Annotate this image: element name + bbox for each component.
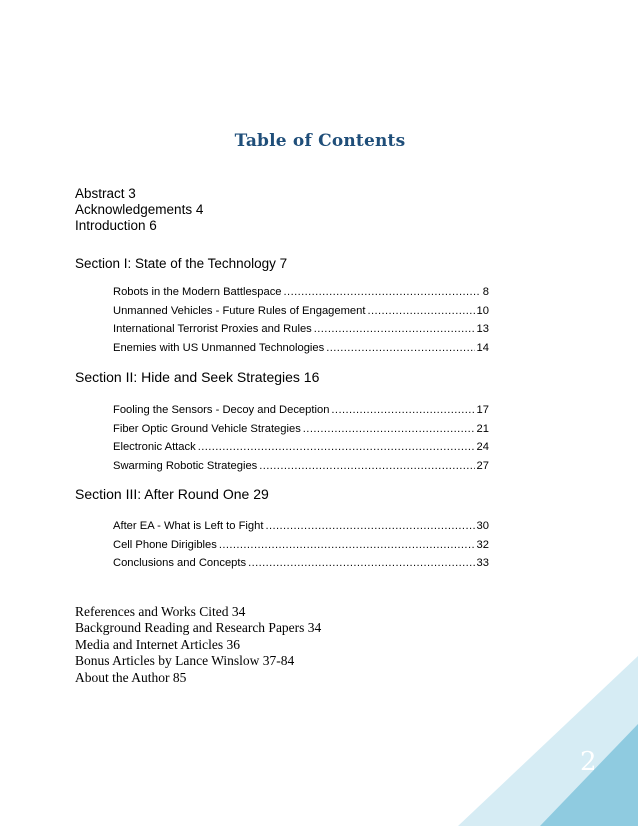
dot-leader bbox=[367, 302, 474, 321]
back-matter-list bbox=[75, 604, 321, 686]
back-matter-item: Bonus Articles by Lance Winslow 37-84 bbox=[75, 653, 295, 669]
section-1-entries bbox=[113, 283, 489, 357]
toc-entry bbox=[113, 339, 489, 358]
toc-entry bbox=[113, 438, 489, 457]
dot-leader bbox=[259, 457, 474, 476]
toc-entry-page: 8 bbox=[482, 286, 489, 298]
dot-leader bbox=[248, 554, 474, 573]
toc-entry-page: 10 bbox=[476, 304, 489, 317]
back-matter-item: About the Author 85 bbox=[75, 669, 187, 685]
toc-entry-title: Cell Phone Dirigibles bbox=[113, 538, 217, 551]
toc-entry-title: Swarming Robotic Strategies bbox=[113, 459, 258, 472]
dot-leader bbox=[219, 536, 475, 555]
toc-entry-page: 32 bbox=[476, 538, 489, 551]
section-heading-3: Section III: After Round One 29 bbox=[75, 486, 269, 502]
toc-entry-page: 13 bbox=[476, 323, 489, 335]
toc-entry bbox=[113, 302, 489, 321]
dot-leader bbox=[303, 420, 475, 439]
toc-entry-title: Robots in the Modern Battlespace bbox=[113, 286, 282, 298]
toc-entry-page: 17 bbox=[476, 404, 489, 416]
toc-entry bbox=[113, 517, 489, 536]
front-matter-list bbox=[75, 186, 203, 234]
front-matter-item: Abstract 3 bbox=[75, 186, 136, 201]
dot-leader bbox=[265, 517, 474, 536]
section-heading-2: Section II: Hide and Seek Strategies 16 bbox=[75, 369, 320, 385]
toc-entry-page: 21 bbox=[476, 422, 489, 435]
front-matter-item: Introduction 6 bbox=[75, 218, 157, 233]
toc-entry bbox=[113, 554, 489, 573]
section-2-entries bbox=[113, 401, 489, 475]
toc-entry-page: 30 bbox=[476, 520, 489, 532]
toc-entry-title: After EA - What is Left to Fight bbox=[113, 520, 264, 532]
front-matter-item: Acknowledgements 4 bbox=[75, 202, 204, 217]
dot-leader bbox=[314, 320, 475, 339]
toc-entry-page: 14 bbox=[476, 341, 489, 354]
corner-decoration bbox=[458, 656, 638, 826]
toc-entry-title: International Terrorist Proxies and Rules bbox=[113, 323, 312, 335]
section-3-entries bbox=[113, 517, 489, 573]
back-matter-item: Media and Internet Articles 36 bbox=[75, 636, 240, 652]
toc-entry-page: 27 bbox=[476, 459, 489, 472]
toc-entry-title: Conclusions and Concepts bbox=[113, 557, 247, 569]
toc-entry-page: 33 bbox=[476, 557, 489, 569]
dot-leader bbox=[331, 401, 474, 420]
toc-entry bbox=[113, 536, 489, 555]
back-matter-item: Background Reading and Research Papers 34 bbox=[75, 620, 322, 636]
page-number: 2 bbox=[580, 747, 597, 777]
toc-entry-title: Fooling the Sensors - Decoy and Deception bbox=[113, 404, 330, 416]
toc-entry-title: Enemies with US Unmanned Technologies bbox=[113, 341, 325, 354]
toc-entry bbox=[113, 320, 489, 339]
dot-leader bbox=[284, 283, 481, 302]
toc-entry-title: Fiber Optic Ground Vehicle Strategies bbox=[113, 422, 301, 435]
toc-entry bbox=[113, 457, 489, 476]
back-matter-item: References and Works Cited 34 bbox=[75, 604, 246, 619]
dot-leader bbox=[198, 438, 475, 457]
toc-entry-page: 24 bbox=[476, 441, 489, 453]
section-heading-1: Section I: State of the Technology 7 bbox=[75, 256, 288, 271]
toc-entry-title: Unmanned Vehicles - Future Rules of Engagement bbox=[113, 304, 366, 317]
toc-entry bbox=[113, 420, 489, 439]
dot-leader bbox=[326, 339, 474, 358]
toc-entry-title: Electronic Attack bbox=[113, 441, 196, 453]
toc-entry bbox=[113, 283, 489, 302]
page-title: Table of Contents bbox=[234, 131, 406, 151]
toc-entry bbox=[113, 401, 489, 420]
